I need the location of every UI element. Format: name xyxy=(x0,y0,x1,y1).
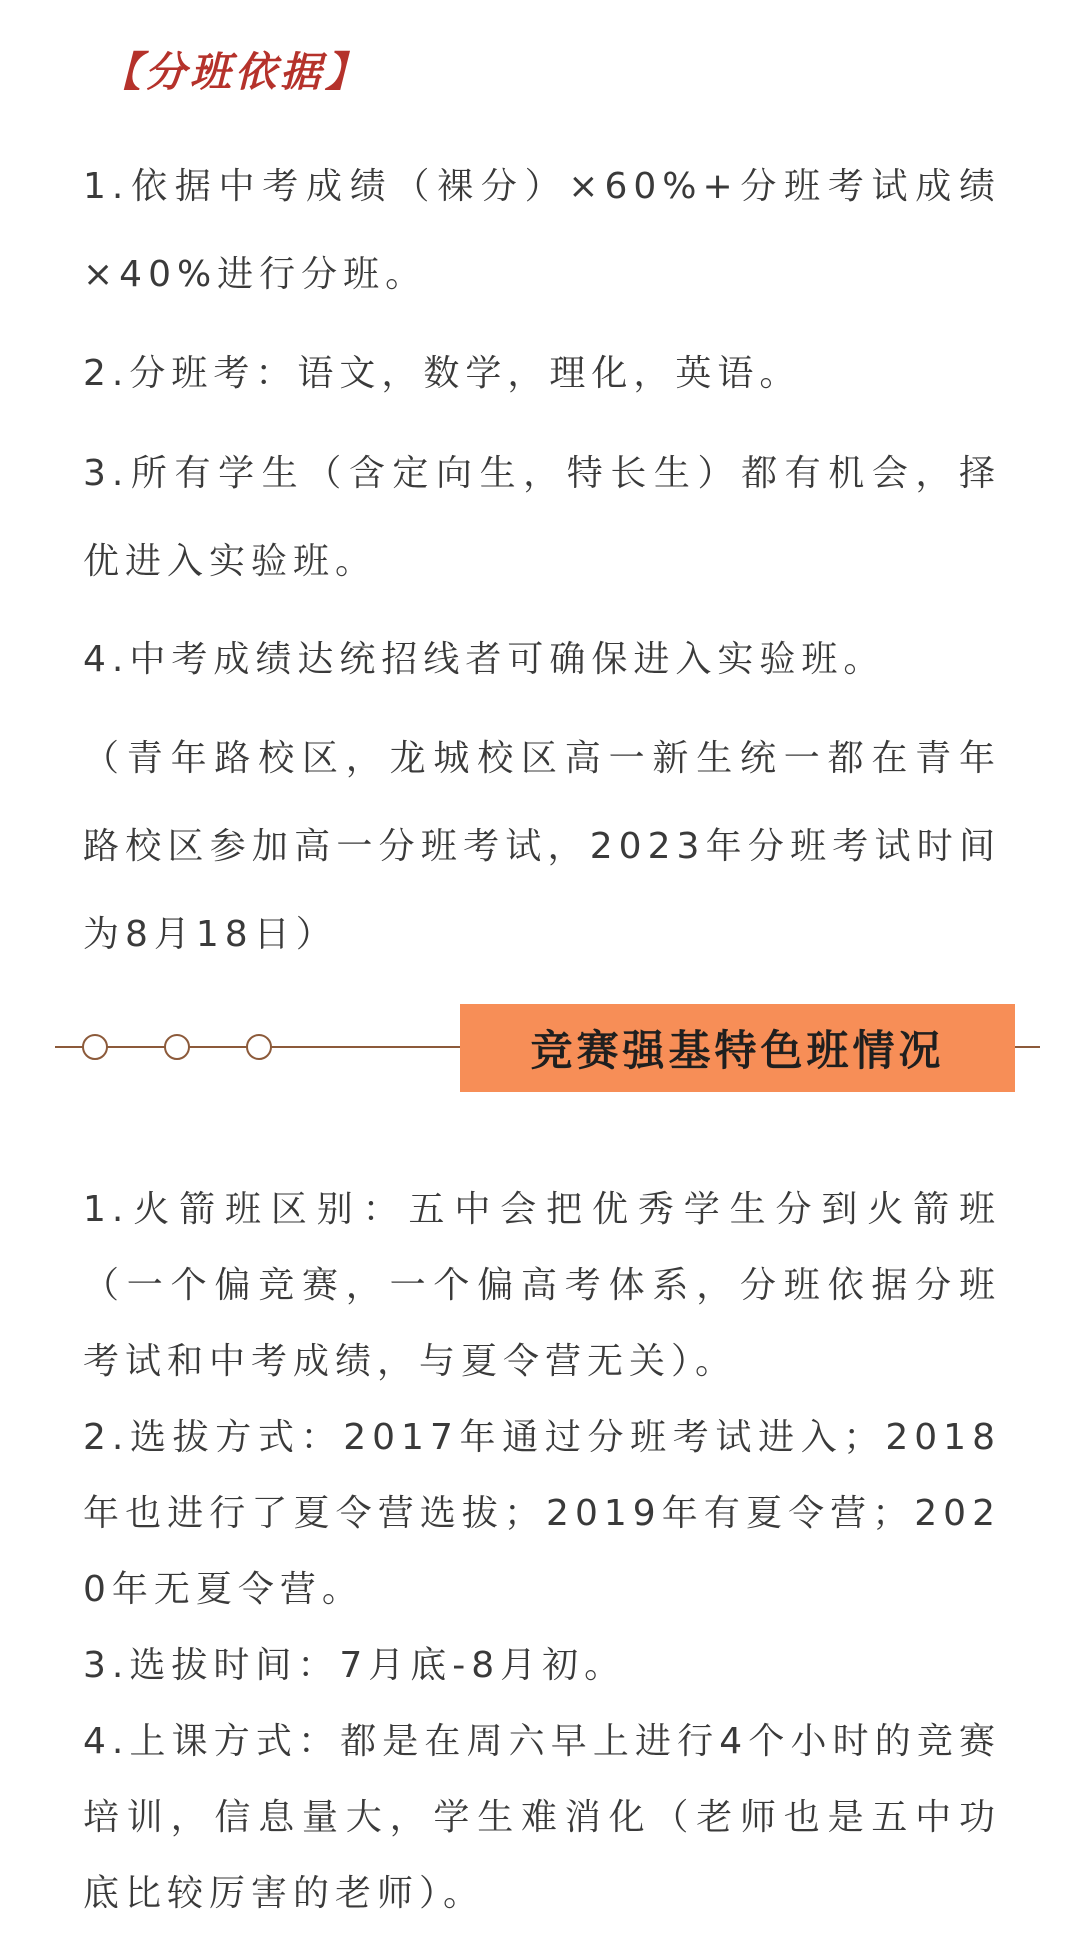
competition-class-item-3: 3.选拔时间：7月底-8月初。 xyxy=(83,1645,627,1686)
selection-criteria-item-4: 4.中考成绩达统招线者可确保进入实验班。 xyxy=(83,639,886,680)
section-divider xyxy=(0,1004,1080,1094)
divider-circle-icon xyxy=(82,1034,108,1060)
selection-criteria-item-1: 1.依据中考成绩（裸分）×60%+分班考试成绩×40%进行分班。 xyxy=(83,166,1001,295)
banner-title: 竞赛强基特色班情况 xyxy=(530,1026,945,1075)
competition-class-item-4: 4.上课方式：都是在周六早上进行4个小时的竞赛培训，信息量大，学生难消化（老师也是五中功底比较厉害的老师）。 xyxy=(83,1721,1001,1914)
exam-note: （青年路校区，龙城校区高一新生统一都在青年路校区参加高一分班考试，2023年分班考试时间为8月18日） xyxy=(83,738,1001,955)
section-banner xyxy=(460,1004,1015,1092)
section-heading: 【分班依据】 xyxy=(100,48,370,96)
competition-class-item-1: 1.火箭班区别：五中会把优秀学生分到火箭班（一个偏竞赛，一个偏高考体系，分班依据分班考试和中考成绩，与夏令营无关）。 xyxy=(83,1189,1001,1382)
divider-circle-icon xyxy=(246,1034,272,1060)
divider-circle-icon xyxy=(164,1034,190,1060)
competition-class-item-2: 2.选拔方式：2017年通过分班考试进入；2018年也进行了夏令营选拔；2019年有夏令营；2020年无夏令营。 xyxy=(83,1417,1001,1610)
selection-criteria-item-2: 2.分班考：语文，数学，理化，英语。 xyxy=(83,353,802,394)
selection-criteria-item-3: 3.所有学生（含定向生，特长生）都有机会，择优进入实验班。 xyxy=(83,453,1001,582)
